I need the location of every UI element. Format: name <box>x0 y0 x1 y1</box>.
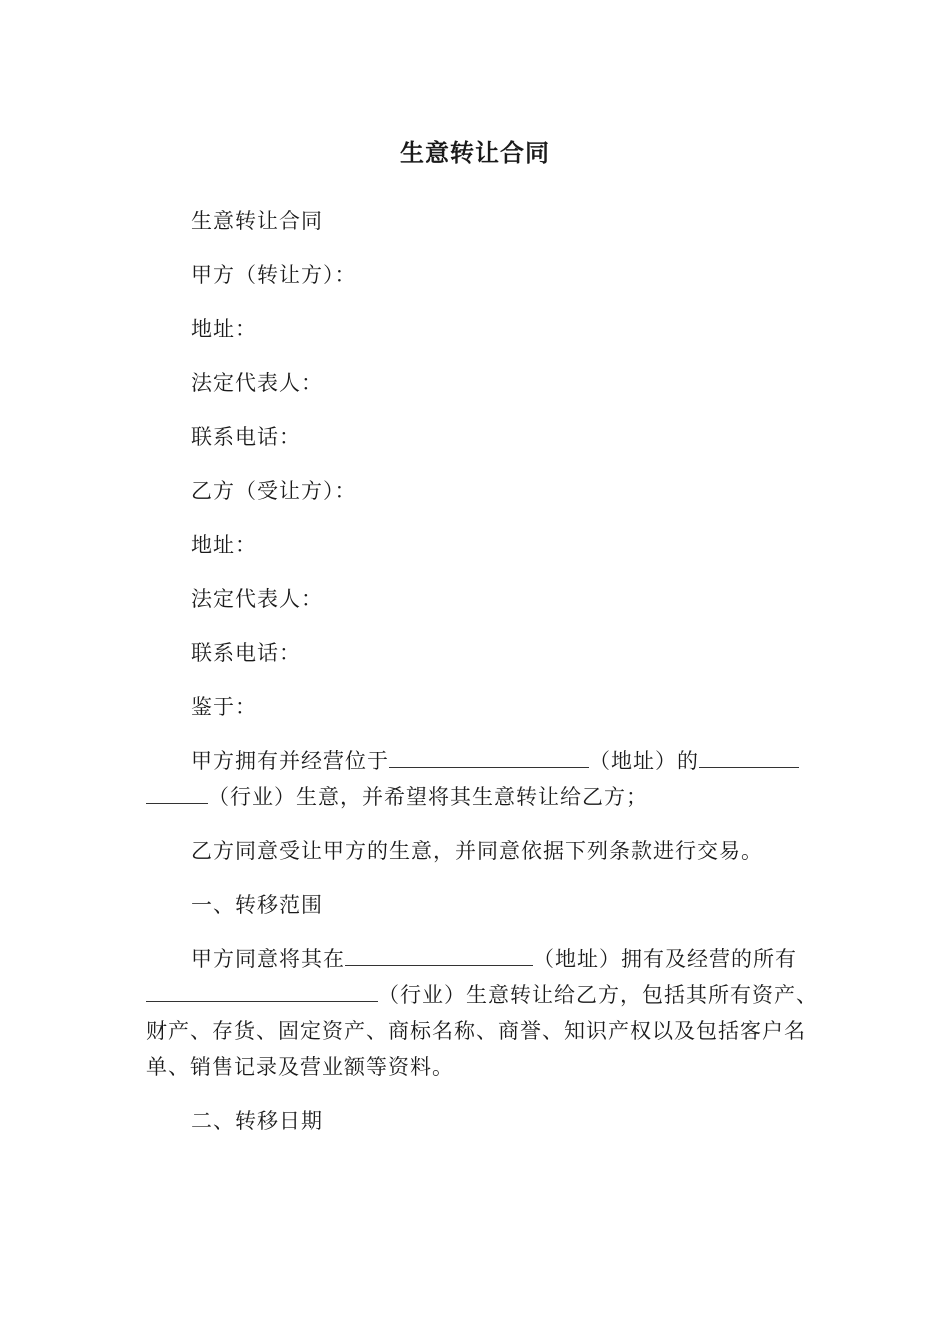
clause-a-text-1: 甲方拥有并经营位于 <box>191 749 389 773</box>
whereas-clause-a <box>146 743 818 815</box>
party-a-address: 地址： <box>191 317 257 341</box>
section-1-text-3: （行业）生意转让给乙方，包括其所有资产、财产、存货、固定资产、商标名称、商誉、知识产权以及包括客户名单、销售记录及营业额等资料。 <box>146 983 818 1079</box>
party-b-line: 乙方（受让方）： <box>191 479 357 503</box>
whereas-clause-b: 乙方同意受让甲方的生意，并同意依据下列条款进行交易。 <box>191 839 763 863</box>
party-a-line: 甲方（转让方）： <box>191 263 357 287</box>
section-1-text-2: （地址）拥有及经营的所有 <box>533 947 797 971</box>
party-b-representative: 法定代表人： <box>191 587 323 611</box>
document-body <box>146 203 818 1157</box>
blank-industry-part2 <box>146 781 208 804</box>
clause-a-text-2: （地址）的 <box>589 749 699 773</box>
section-2-title: 二、转移日期 <box>191 1109 323 1133</box>
whereas-line: 鉴于： <box>191 695 257 719</box>
section-1-body <box>146 941 818 1085</box>
clause-a-text-3: （行业）生意，并希望将其生意转让给乙方； <box>208 785 648 809</box>
body-heading: 生意转让合同 <box>191 209 323 233</box>
section-1-text-1: 甲方同意将其在 <box>191 947 345 971</box>
section-1-title: 一、转移范围 <box>191 893 323 917</box>
blank-address <box>389 745 589 768</box>
blank-address-2 <box>345 943 533 966</box>
party-b-address: 地址： <box>191 533 257 557</box>
blank-industry-2 <box>146 979 378 1002</box>
party-a-phone: 联系电话： <box>191 425 301 449</box>
party-b-phone: 联系电话： <box>191 641 301 665</box>
blank-industry-part1 <box>699 745 799 768</box>
party-a-representative: 法定代表人： <box>191 371 323 395</box>
document-title: 生意转让合同 <box>400 139 550 167</box>
